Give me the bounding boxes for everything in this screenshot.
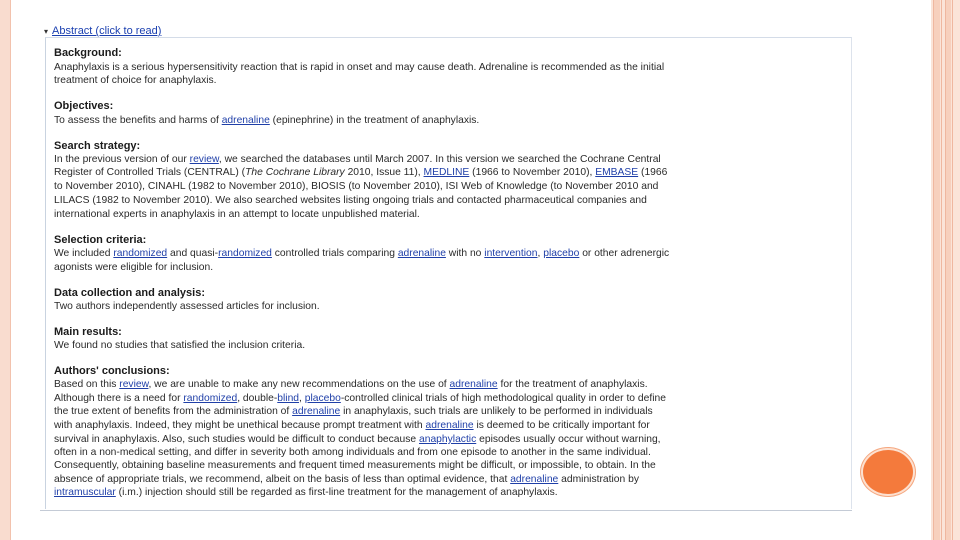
- slide-left-border: [0, 0, 11, 540]
- link-blind[interactable]: blind: [277, 393, 300, 404]
- search-line-2: Register of Controlled Trials (CENTRAL) (The Cochrane Library 2010, Issue 11), MEDLINE (1966 to November 2010), EMBASE (1966: [54, 167, 668, 178]
- conclusions-line-5: survival in anaphylaxis. Also, such studies would be difficult to conduct because anaphylactic episodes usually occur without warning,: [54, 434, 661, 445]
- link-review[interactable]: review: [119, 379, 149, 390]
- conclusions-line-7: Consequently, obtaining baseline measurements and frequent timed measurements might be difficult, or impossible, to obtain. In the: [54, 460, 656, 471]
- conclusions-line-3: the true extent of benefits from the administration of adrenaline in anaphylaxis, such trials are unlikely to be performed in individuals: [54, 406, 653, 417]
- background-line-2: treatment of choice for anaphylaxis.: [54, 75, 217, 86]
- link-intramuscular[interactable]: intramuscular: [54, 487, 116, 498]
- link-adrenaline[interactable]: adrenaline: [221, 115, 270, 126]
- link-adrenaline[interactable]: adrenaline: [292, 406, 341, 417]
- conclusions-line-6: often in a non-medical setting, and differ in severity both among individuals and from one episode to another in the same individual.: [54, 447, 651, 458]
- objectives-line-1: To assess the benefits and harms of adrenaline (epinephrine) in the treatment of anaphylaxis.: [54, 115, 480, 126]
- link-placebo[interactable]: placebo: [304, 393, 341, 404]
- conclusions-line-4: with anaphylaxis. Indeed, they might be unethical because prompt treatment with adrenaline is deemed to be critically important for: [54, 420, 650, 431]
- selection-line-2: agonists were eligible for inclusion.: [54, 262, 214, 273]
- section-title-authors-conclusions: Authors' conclusions:: [54, 365, 170, 377]
- collapse-arrow-icon: ▾: [44, 27, 49, 36]
- search-line-4: LILACS (1982 to November 2010). We also searched websites listing ongoing trials and contacted pharmaceutical companies and: [54, 195, 647, 206]
- abstract-toggle-link[interactable]: Abstract (click to read): [52, 25, 162, 37]
- link-randomized[interactable]: randomized: [183, 393, 238, 404]
- section-title-search-strategy: Search strategy:: [54, 140, 141, 152]
- background-line-1: Anaphylaxis is a serious hypersensitivity reaction that is rapid in onset and may cause death. Adrenaline is recommended as the initial: [54, 62, 665, 73]
- link-anaphylactic[interactable]: anaphylactic: [419, 434, 477, 445]
- search-line-3: to November 2010), CINAHL (1982 to November 2010), BIOSIS (to November 2010), ISI Web of Knowledge (to November 2010 and: [54, 181, 659, 192]
- link-adrenaline[interactable]: adrenaline: [449, 379, 498, 390]
- link-embase[interactable]: EMBASE: [595, 167, 639, 178]
- search-line-1: In the previous version of our review, we searched the databases until March 2007. In this version we searched the Cochrane Central: [54, 154, 661, 165]
- section-title-main-results: Main results:: [54, 326, 122, 338]
- link-adrenaline[interactable]: adrenaline: [510, 474, 559, 485]
- section-title-data-collection: Data collection and analysis:: [54, 287, 205, 299]
- section-title-objectives: Objectives:: [54, 100, 114, 112]
- search-line-5: international experts in anaphylaxis in an attempt to locate unpublished material.: [54, 209, 420, 220]
- main-results-line-1: We found no studies that satisfied the inclusion criteria.: [54, 340, 306, 351]
- slide-right-border: [931, 0, 960, 540]
- data-collection-line-1: Two authors independently assessed articles for inclusion.: [54, 301, 320, 312]
- link-adrenaline[interactable]: adrenaline: [425, 420, 474, 431]
- abstract-toggle[interactable]: [44, 24, 161, 38]
- link-review[interactable]: review: [189, 154, 219, 165]
- conclusions-line-2: Although there is a need for randomized, double-blind, placebo-controlled clinical trials of high methodological quality in order to define: [54, 393, 666, 404]
- conclusions-line-9: intramuscular (i.m.) injection should still be regarded as first-line treatment for the management of anaphylaxis.: [54, 487, 558, 498]
- conclusions-line-8: absence of appropriate trials, we recommend, albeit on the basis of less than optimal evidence, that adrenaline administration by: [54, 474, 639, 485]
- link-adrenaline[interactable]: adrenaline: [397, 248, 446, 259]
- section-title-selection-criteria: Selection criteria:: [54, 234, 147, 246]
- abstract-panel-bottom-rule: [40, 510, 852, 511]
- section-title-background: Background:: [54, 47, 122, 59]
- link-medline[interactable]: MEDLINE: [423, 167, 470, 178]
- selection-line-1: We included randomized and quasi-randomized controlled trials comparing adrenaline with no intervention, placebo or other adrenergic: [54, 248, 670, 259]
- link-intervention[interactable]: intervention: [484, 248, 538, 259]
- link-placebo[interactable]: placebo: [543, 248, 580, 259]
- conclusions-line-1: Based on this review, we are unable to make any new recommendations on the use of adrenaline for the treatment of anaphylaxis.: [54, 379, 648, 390]
- accent-circle: [863, 450, 913, 494]
- link-randomized[interactable]: randomized: [113, 248, 168, 259]
- link-randomized-2[interactable]: randomized: [218, 248, 272, 259]
